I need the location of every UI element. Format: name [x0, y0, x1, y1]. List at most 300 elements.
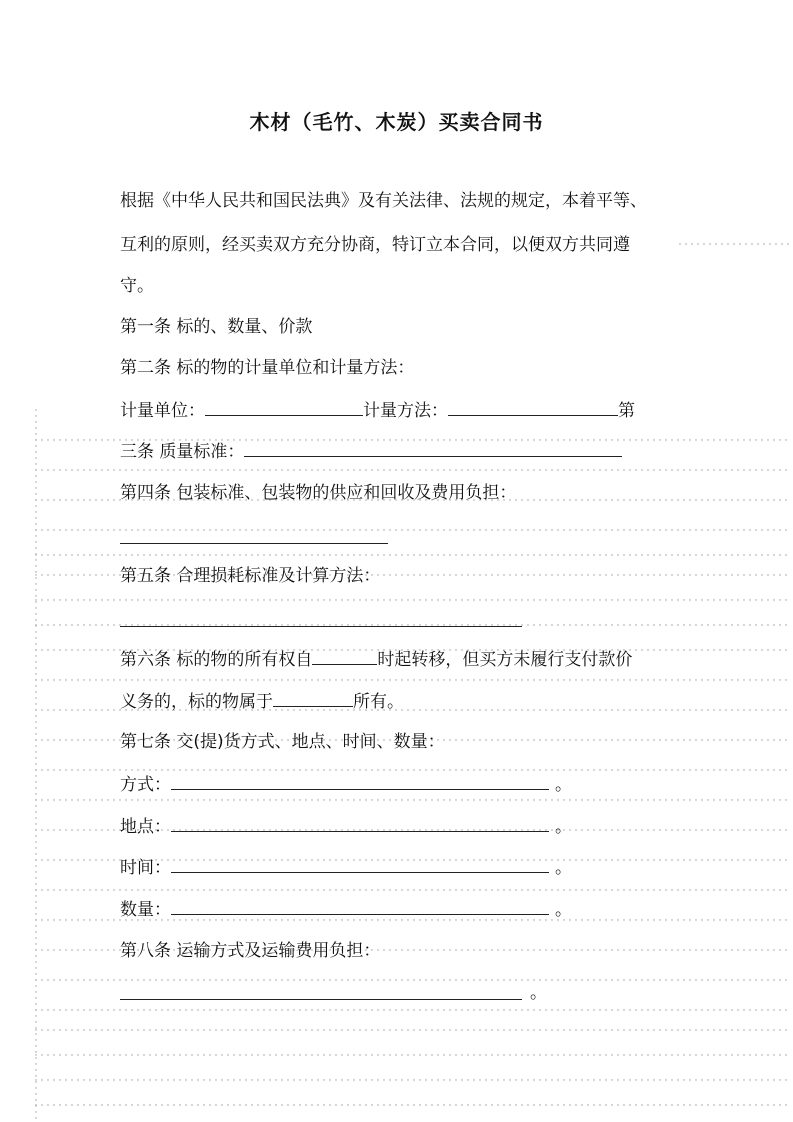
- background-dot: [413, 769, 414, 770]
- background-dot: [695, 529, 696, 530]
- background-dot: [719, 1079, 720, 1080]
- background-dot: [143, 889, 144, 890]
- background-dot: [605, 709, 606, 710]
- mode-blank[interactable]: [171, 773, 549, 790]
- background-dot: [341, 529, 342, 530]
- background-dot: [479, 1054, 480, 1055]
- background-dot: [563, 709, 564, 710]
- background-dot: [215, 1009, 216, 1010]
- background-dot: [719, 554, 720, 555]
- background-dot: [245, 679, 246, 680]
- background-dot: [329, 1029, 330, 1030]
- background-dot: [719, 919, 720, 920]
- background-dot: [461, 709, 462, 710]
- background-dot: [569, 799, 570, 800]
- background-dot: [197, 769, 198, 770]
- quantity-blank[interactable]: [171, 898, 549, 915]
- background-dot: [569, 769, 570, 770]
- background-dot: [533, 469, 534, 470]
- background-dot: [455, 949, 456, 950]
- background-dot: [311, 1009, 312, 1010]
- background-dot: [143, 554, 144, 555]
- background-dot: [755, 529, 756, 530]
- background-dot: [743, 499, 744, 500]
- background-dot: [269, 799, 270, 800]
- background-dot: [347, 769, 348, 770]
- background-dot: [275, 529, 276, 530]
- background-dot: [125, 554, 126, 555]
- background-dot: [653, 1009, 654, 1010]
- background-dot: [455, 1104, 456, 1105]
- background-dot: [155, 554, 156, 555]
- background-dot: [47, 769, 48, 770]
- background-dot: [335, 1104, 336, 1105]
- background-dot: [623, 859, 624, 860]
- background-dot: [725, 769, 726, 770]
- background-dot: [353, 1054, 354, 1055]
- background-dot: [617, 1009, 618, 1010]
- background-dot: [383, 799, 384, 800]
- background-dot: [287, 979, 288, 980]
- background-dot: [191, 599, 192, 600]
- background-dot: [113, 739, 114, 740]
- background-dot: [761, 1079, 762, 1080]
- background-dot: [779, 649, 780, 650]
- background-dot: [413, 599, 414, 600]
- background-dot: [377, 1029, 378, 1030]
- background-dot: [35, 541, 36, 542]
- background-dot: [161, 1029, 162, 1030]
- background-dot: [77, 554, 78, 555]
- background-dot: [545, 624, 546, 625]
- background-dot: [95, 554, 96, 555]
- background-dot: [731, 979, 732, 980]
- background-dot: [35, 973, 36, 974]
- background-dot: [47, 1029, 48, 1030]
- background-dot: [59, 949, 60, 950]
- background-dot: [113, 979, 114, 980]
- background-dot: [611, 679, 612, 680]
- background-dot: [35, 739, 36, 740]
- background-dot: [719, 499, 720, 500]
- place-blank[interactable]: [171, 815, 549, 832]
- background-dot: [479, 1029, 480, 1030]
- background-dot: [299, 469, 300, 470]
- background-dot: [269, 469, 270, 470]
- background-dot: [743, 799, 744, 800]
- background-dot: [701, 1054, 702, 1055]
- background-dot: [461, 1079, 462, 1080]
- background-dot: [275, 1029, 276, 1030]
- background-dot: [257, 769, 258, 770]
- background-dot: [671, 799, 672, 800]
- background-dot: [515, 889, 516, 890]
- background-dot: [677, 949, 678, 950]
- background-dot: [89, 979, 90, 980]
- background-dot: [35, 955, 36, 956]
- background-dot: [503, 739, 504, 740]
- background-dot: [329, 529, 330, 530]
- background-dot: [371, 799, 372, 800]
- background-dot: [479, 709, 480, 710]
- transfer-time-blank[interactable]: [312, 648, 377, 665]
- background-dot: [335, 769, 336, 770]
- background-dot: [71, 439, 72, 440]
- background-dot: [215, 529, 216, 530]
- background-dot: [755, 1104, 756, 1105]
- background-dot: [179, 1079, 180, 1080]
- background-dot: [257, 554, 258, 555]
- background-dot: [311, 1054, 312, 1055]
- background-dot: [773, 599, 774, 600]
- background-dot: [731, 649, 732, 650]
- background-dot: [485, 599, 486, 600]
- background-dot: [677, 799, 678, 800]
- background-dot: [407, 1104, 408, 1105]
- background-dot: [419, 1104, 420, 1105]
- background-dot: [287, 529, 288, 530]
- quality-blank[interactable]: [244, 440, 622, 457]
- background-dot: [503, 599, 504, 600]
- background-dot: [689, 529, 690, 530]
- background-dot: [641, 599, 642, 600]
- background-dot: [485, 799, 486, 800]
- background-dot: [227, 1029, 228, 1030]
- background-dot: [773, 739, 774, 740]
- background-dot: [407, 1009, 408, 1010]
- background-dot: [155, 1104, 156, 1105]
- background-dot: [467, 1079, 468, 1080]
- background-dot: [59, 624, 60, 625]
- background-dot: [467, 679, 468, 680]
- background-dot: [521, 979, 522, 980]
- background-dot: [239, 554, 240, 555]
- background-dot: [677, 979, 678, 980]
- background-dot: [419, 1029, 420, 1030]
- background-dot: [665, 919, 666, 920]
- background-dot: [767, 1029, 768, 1030]
- background-dot: [581, 949, 582, 950]
- background-dot: [59, 599, 60, 600]
- background-dot: [395, 1104, 396, 1105]
- background-dot: [749, 1029, 750, 1030]
- background-dot: [77, 1009, 78, 1010]
- background-dot: [479, 799, 480, 800]
- background-dot: [635, 1054, 636, 1055]
- background-dot: [719, 469, 720, 470]
- background-dot: [119, 599, 120, 600]
- background-dot: [467, 949, 468, 950]
- background-dot: [89, 1104, 90, 1105]
- background-dot: [371, 1009, 372, 1010]
- background-dot: [503, 799, 504, 800]
- background-dot: [221, 599, 222, 600]
- background-dot: [425, 1009, 426, 1010]
- background-dot: [401, 1079, 402, 1080]
- background-dot: [713, 1009, 714, 1010]
- background-dot: [665, 829, 666, 830]
- background-dot: [383, 529, 384, 530]
- background-dot: [515, 979, 516, 980]
- background-dot: [683, 1054, 684, 1055]
- background-dot: [713, 554, 714, 555]
- background-dot: [137, 889, 138, 890]
- background-dot: [785, 599, 786, 600]
- background-dot: [623, 829, 624, 830]
- background-dot: [587, 1029, 588, 1030]
- background-dot: [599, 829, 600, 830]
- background-dot: [59, 469, 60, 470]
- background-dot: [491, 679, 492, 680]
- background-dot: [365, 799, 366, 800]
- background-dot: [89, 1054, 90, 1055]
- background-dot: [683, 1009, 684, 1010]
- background-dot: [701, 889, 702, 890]
- background-dot: [251, 799, 252, 800]
- background-dot: [227, 1079, 228, 1080]
- background-dot: [743, 949, 744, 950]
- background-dot: [35, 721, 36, 722]
- background-dot: [515, 1029, 516, 1030]
- background-dot: [707, 649, 708, 650]
- background-dot: [371, 529, 372, 530]
- background-dot: [437, 469, 438, 470]
- background-dot: [473, 799, 474, 800]
- background-dot: [467, 1104, 468, 1105]
- background-dot: [113, 599, 114, 600]
- background-dot: [215, 554, 216, 555]
- background-dot: [35, 613, 36, 614]
- transport-blank[interactable]: [120, 999, 522, 1000]
- background-dot: [119, 1009, 120, 1010]
- background-dot: [83, 979, 84, 980]
- background-dot: [677, 439, 678, 440]
- background-dot: [293, 1079, 294, 1080]
- background-dot: [413, 679, 414, 680]
- background-dot: [329, 469, 330, 470]
- background-dot: [47, 599, 48, 600]
- background-dot: [707, 949, 708, 950]
- background-dot: [695, 949, 696, 950]
- background-dot: [719, 529, 720, 530]
- background-dot: [623, 919, 624, 920]
- background-dot: [557, 1079, 558, 1080]
- background-dot: [581, 799, 582, 800]
- background-dot: [185, 769, 186, 770]
- background-dot: [713, 1054, 714, 1055]
- background-dot: [137, 979, 138, 980]
- unit-blank[interactable]: [205, 399, 363, 416]
- background-dot: [359, 469, 360, 470]
- background-dot: [527, 1104, 528, 1105]
- background-dot: [65, 469, 66, 470]
- background-dot: [515, 1079, 516, 1080]
- background-dot: [89, 799, 90, 800]
- background-dot: [623, 769, 624, 770]
- background-dot: [335, 529, 336, 530]
- background-dot: [665, 499, 666, 500]
- background-dot: [779, 889, 780, 890]
- background-dot: [629, 1079, 630, 1080]
- background-dot: [35, 421, 36, 422]
- background-dot: [749, 889, 750, 890]
- background-dot: [107, 709, 108, 710]
- background-dot: [77, 889, 78, 890]
- background-dot: [293, 889, 294, 890]
- background-dot: [695, 469, 696, 470]
- owner-blank[interactable]: [273, 690, 353, 707]
- background-dot: [221, 799, 222, 800]
- background-dot: [653, 499, 654, 500]
- background-dot: [203, 1104, 204, 1105]
- background-dot: [179, 769, 180, 770]
- background-dot: [173, 979, 174, 980]
- background-dot: [671, 709, 672, 710]
- background-dot: [71, 829, 72, 830]
- background-dot: [743, 1079, 744, 1080]
- background-dot: [659, 739, 660, 740]
- article-5: 第五条 合理损耗标准及计算方法：: [120, 566, 381, 586]
- background-dot: [719, 889, 720, 890]
- background-dot: [113, 769, 114, 770]
- background-dot: [83, 739, 84, 740]
- background-dot: [347, 1079, 348, 1080]
- background-dot: [617, 799, 618, 800]
- background-dot: [461, 799, 462, 800]
- background-dot: [257, 889, 258, 890]
- background-dot: [185, 529, 186, 530]
- background-dot: [383, 979, 384, 980]
- background-dot: [389, 1104, 390, 1105]
- background-dot: [485, 1029, 486, 1030]
- background-dot: [551, 599, 552, 600]
- background-dot: [629, 1054, 630, 1055]
- background-dot: [215, 769, 216, 770]
- background-dot: [383, 1009, 384, 1010]
- background-dot: [365, 1029, 366, 1030]
- background-dot: [763, 243, 764, 244]
- background-dot: [215, 1079, 216, 1080]
- background-dot: [671, 649, 672, 650]
- background-dot: [323, 1009, 324, 1010]
- background-dot: [515, 599, 516, 600]
- background-dot: [779, 739, 780, 740]
- background-dot: [653, 679, 654, 680]
- background-dot: [35, 1029, 36, 1030]
- background-dot: [59, 529, 60, 530]
- background-dot: [239, 1054, 240, 1055]
- background-dot: [89, 1029, 90, 1030]
- background-dot: [641, 739, 642, 740]
- background-dot: [707, 1079, 708, 1080]
- background-dot: [713, 1079, 714, 1080]
- background-dot: [239, 769, 240, 770]
- background-dot: [527, 709, 528, 710]
- background-dot: [545, 709, 546, 710]
- background-dot: [551, 1079, 552, 1080]
- background-dot: [287, 889, 288, 890]
- background-dot: [95, 1054, 96, 1055]
- background-dot: [35, 847, 36, 848]
- background-dot: [467, 739, 468, 740]
- method-blank[interactable]: [448, 399, 618, 416]
- background-dot: [35, 799, 36, 800]
- background-dot: [533, 949, 534, 950]
- background-dot: [521, 599, 522, 600]
- background-dot: [671, 829, 672, 830]
- background-dot: [473, 1079, 474, 1080]
- background-dot: [35, 457, 36, 458]
- background-dot: [221, 1009, 222, 1010]
- background-dot: [647, 439, 648, 440]
- background-dot: [473, 709, 474, 710]
- background-dot: [233, 1029, 234, 1030]
- background-dot: [125, 979, 126, 980]
- background-dot: [473, 979, 474, 980]
- background-dot: [575, 799, 576, 800]
- loss-standard-blank[interactable]: [120, 626, 522, 627]
- background-dot: [185, 1029, 186, 1030]
- background-dot: [629, 829, 630, 830]
- background-dot: [179, 529, 180, 530]
- background-dot: [665, 1079, 666, 1080]
- background-dot: [89, 439, 90, 440]
- background-dot: [377, 554, 378, 555]
- background-dot: [167, 1079, 168, 1080]
- background-dot: [491, 1079, 492, 1080]
- background-dot: [695, 599, 696, 600]
- background-dot: [533, 554, 534, 555]
- background-dot: [677, 829, 678, 830]
- background-dot: [77, 624, 78, 625]
- background-dot: [293, 979, 294, 980]
- background-dot: [35, 553, 36, 554]
- background-dot: [587, 889, 588, 890]
- background-dot: [665, 679, 666, 680]
- background-dot: [443, 949, 444, 950]
- background-dot: [353, 979, 354, 980]
- background-dot: [629, 499, 630, 500]
- background-dot: [725, 624, 726, 625]
- background-dot: [83, 1009, 84, 1010]
- background-dot: [35, 1057, 36, 1058]
- background-dot: [473, 574, 474, 575]
- background-dot: [581, 859, 582, 860]
- background-dot: [449, 529, 450, 530]
- background-dot: [35, 409, 36, 410]
- packaging-blank[interactable]: [120, 543, 388, 544]
- quantity-label: 数量：: [120, 900, 171, 920]
- background-dot: [185, 554, 186, 555]
- background-dot: [359, 1054, 360, 1055]
- background-dot: [713, 679, 714, 680]
- background-dot: [599, 919, 600, 920]
- background-dot: [755, 829, 756, 830]
- background-dot: [449, 709, 450, 710]
- background-dot: [137, 1054, 138, 1055]
- background-dot: [35, 715, 36, 716]
- background-dot: [413, 889, 414, 890]
- background-dot: [407, 529, 408, 530]
- background-dot: [551, 574, 552, 575]
- time-blank[interactable]: [171, 856, 549, 873]
- background-dot: [149, 529, 150, 530]
- background-dot: [611, 709, 612, 710]
- background-dot: [731, 889, 732, 890]
- background-dot: [641, 554, 642, 555]
- background-dot: [707, 439, 708, 440]
- background-dot: [365, 599, 366, 600]
